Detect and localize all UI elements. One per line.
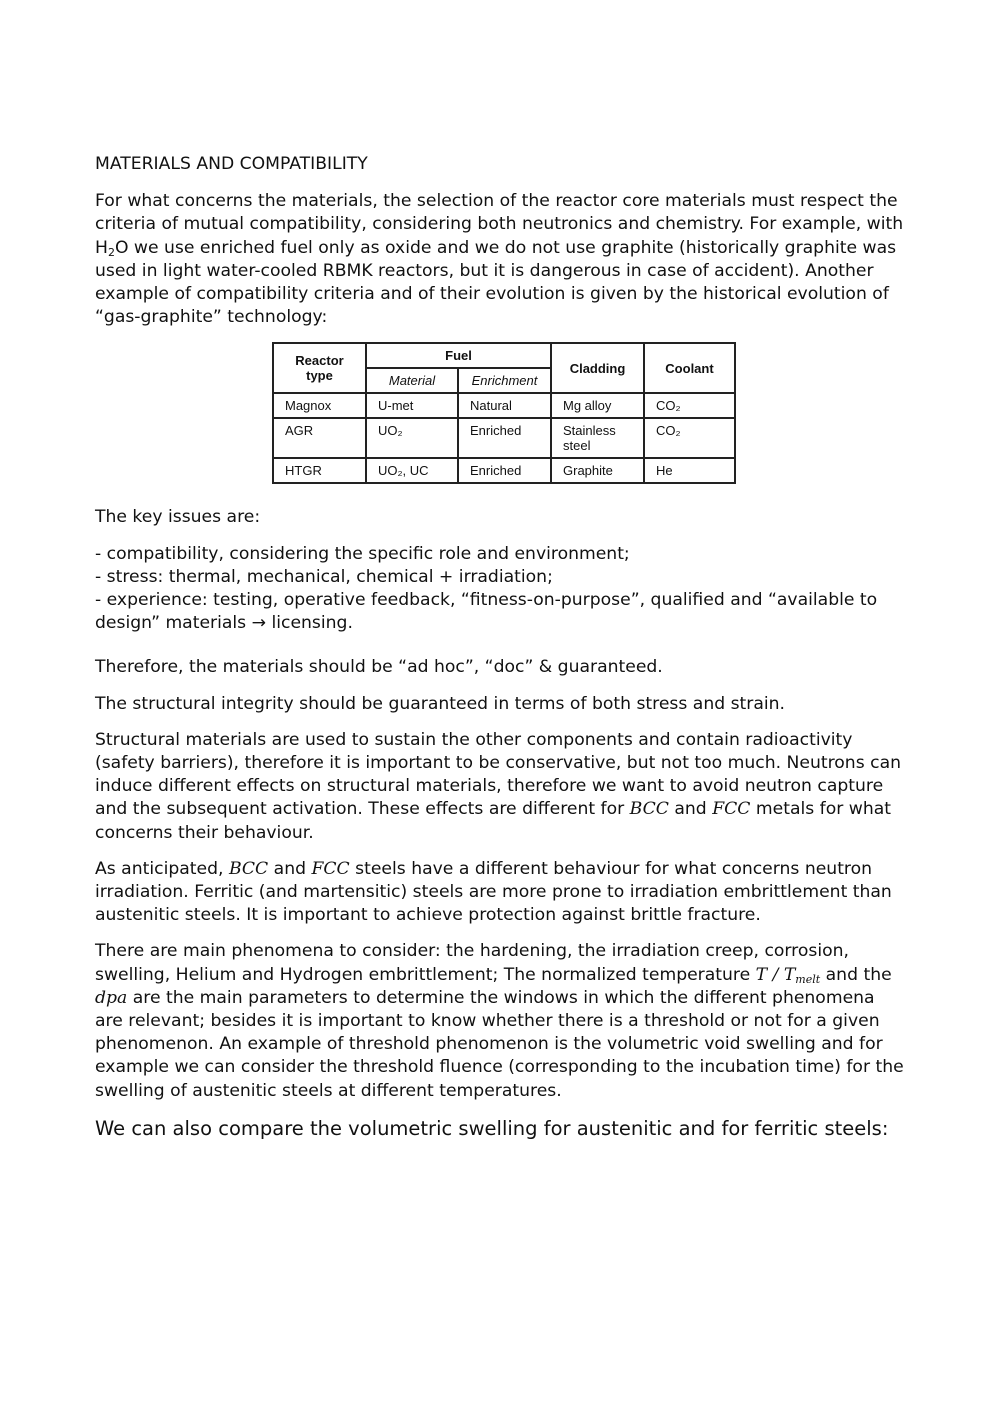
- key-issues-intro: The key issues are:: [95, 507, 261, 528]
- and-text: and: [668, 799, 713, 820]
- melt-subscript: melt: [795, 972, 821, 986]
- section-heading: MATERIALS AND COMPATIBILITY: [95, 154, 368, 174]
- list-item: - compatibility, considering the specific role and environment;: [95, 543, 630, 564]
- header-material: Material: [366, 368, 458, 393]
- header-enrichment: Enrichment: [458, 368, 551, 393]
- para1-text-b: O we use enriched fuel only as oxide and we do not use graphite (historically graphite was used in light water-cooled RBMK reactors, but it is dangerous in case of accident). Another example of compatibility criteria and of their evolution is given by the historical evolution of “gas-graphite” technology:: [95, 237, 897, 328]
- cell-cladding: Stainless steel: [551, 418, 644, 458]
- paragraph-anticipated: [95, 858, 905, 928]
- header-cladding: Cladding: [551, 343, 644, 393]
- cell-cladding: Graphite: [551, 458, 644, 483]
- cell-cladding: Mg alloy: [551, 393, 644, 418]
- table-row: [273, 458, 735, 483]
- list-item: - stress: thermal, mechanical, chemical + irradiation;: [95, 566, 553, 587]
- h2o-subscript: 2: [107, 245, 115, 259]
- structural-tail: metals for what concerns their behaviour.: [95, 799, 891, 843]
- dpa-term: dpa: [95, 987, 128, 1008]
- table-header-row: [273, 343, 735, 368]
- phenomena-mid: and the: [820, 964, 892, 985]
- reactor-materials-table: [272, 342, 736, 484]
- paragraph-phenomena: [95, 940, 905, 1102]
- fcc-term: FCC: [311, 858, 350, 879]
- cell-material: UO₂, UC: [366, 458, 458, 483]
- para1-text-a: For what concerns the materials, the selection of the reactor core materials must respect the criteria of mutual compatibility, considering both neutronics and chemistry. For example, with H: [95, 191, 904, 258]
- cell-type: Magnox: [273, 393, 366, 418]
- melt-temperature-symbol: T: [783, 964, 796, 985]
- bcc-term: BCC: [228, 858, 269, 879]
- cell-enrichment: Natural: [458, 393, 551, 418]
- fcc-term: FCC: [712, 799, 751, 820]
- phenomena-lead: There are main phenomena to consider: the hardening, the irradiation creep, corrosion, swelling, Helium and Hydrogen embrittlement; The normalized temperature: [95, 941, 849, 985]
- paragraph-structural-materials: [95, 729, 905, 845]
- document-page: [95, 153, 905, 1154]
- reactor-table-wrapper: [272, 342, 905, 484]
- paragraph-structural-integrity: The structural integrity should be guaranteed in terms of both stress and strain.: [95, 693, 786, 714]
- cell-material: U-met: [366, 393, 458, 418]
- header-fuel: Fuel: [366, 343, 551, 368]
- paragraph-materials-intro: [95, 190, 905, 329]
- phenomena-tail: are the main parameters to determine the windows in which the different phenomena are relevant; besides it is important to know whether there is a threshold or not for a given phenomenon. An example of threshold phenomenon is the volumetric void swelling and for example we can consider the threshold fluence (corresponding to the incubation time) for the swelling of austenitic steels at different temperatures.: [95, 987, 904, 1101]
- cell-type: HTGR: [273, 458, 366, 483]
- temperature-symbol: T: [755, 964, 768, 985]
- anticipated-tail: steels have a different behaviour for what concerns neutron irradiation. Ferritic (and martensitic) steels are more prone to irradiation embrittlement than austenitic steels. It is important to achieve protection against brittle fracture.: [95, 858, 892, 926]
- paragraph-compare-swelling: We can also compare the volumetric swelling for austenitic and for ferritic steels:: [95, 1116, 889, 1140]
- paragraph-therefore: Therefore, the materials should be “ad hoc”, “doc” & guaranteed.: [95, 657, 663, 678]
- bcc-term: BCC: [629, 799, 669, 820]
- fraction-slash: /: [767, 964, 784, 985]
- cell-enrichment: Enriched: [458, 418, 551, 458]
- anticipated-lead: As anticipated,: [95, 858, 229, 879]
- list-item: - experience: testing, operative feedback, “fitness-on-purpose”, qualified and “available to design” materials → licensing.: [95, 590, 878, 634]
- cell-coolant: CO₂: [644, 418, 735, 458]
- cell-coolant: CO₂: [644, 393, 735, 418]
- key-issues-list: [95, 543, 905, 636]
- header-coolant: Coolant: [644, 343, 735, 393]
- cell-type: AGR: [273, 418, 366, 458]
- cell-material: UO₂: [366, 418, 458, 458]
- header-reactor-type: Reactor type: [273, 343, 366, 393]
- table-row: [273, 393, 735, 418]
- structural-text: Structural materials are used to sustain the other components and contain radioactivity (safety barriers), therefore it is important to be conservative, but not too much. Neutrons can induce different effects on structural materials, therefore we want to avoid neutron capture and the subsequent activation. These effects are different for: [95, 729, 901, 820]
- cell-enrichment: Enriched: [458, 458, 551, 483]
- table-row: [273, 418, 735, 458]
- cell-coolant: He: [644, 458, 735, 483]
- and-text: and: [268, 858, 312, 879]
